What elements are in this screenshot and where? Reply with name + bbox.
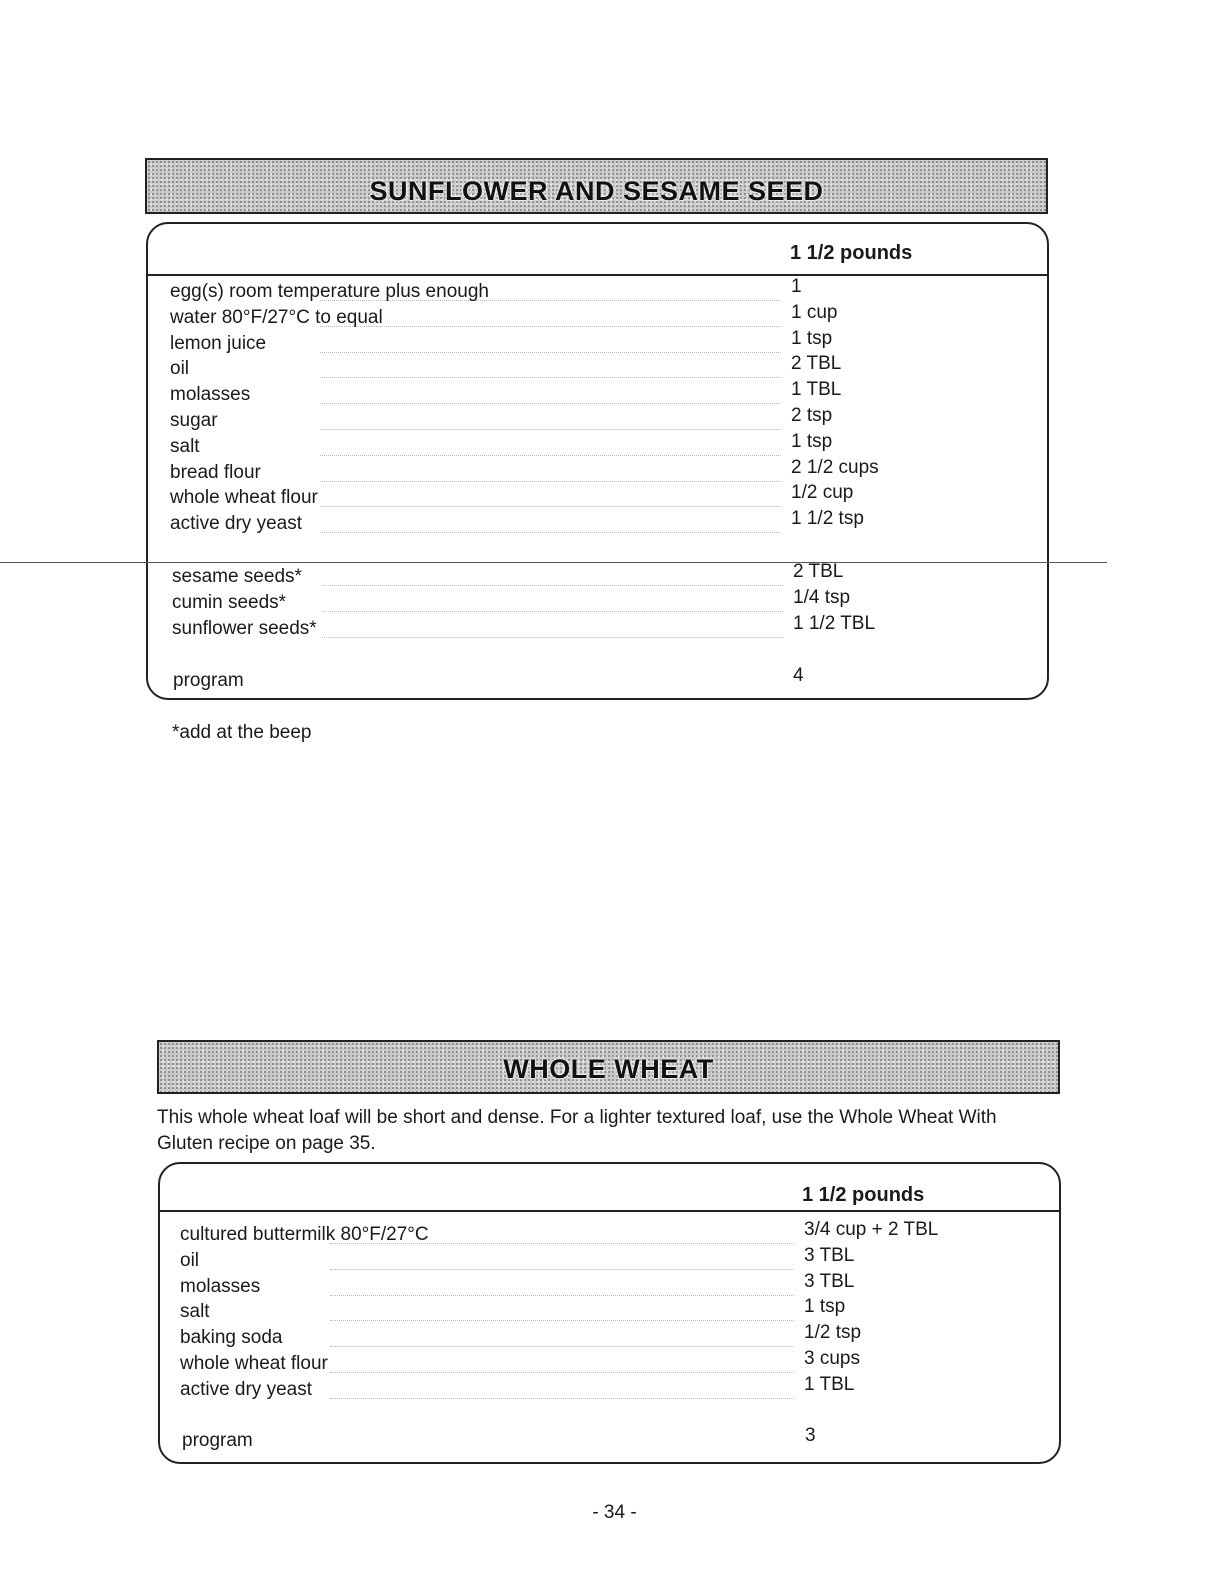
ingredient-name: sunflower seeds* (172, 617, 317, 639)
ingredient-row (148, 430, 1047, 462)
recipe-title-banner (157, 1040, 1060, 1094)
ingredient-row (160, 1348, 1059, 1379)
ingredient-amount: 2 tsp (791, 405, 833, 426)
recipe-title: WHOLE WHEAT (503, 1053, 714, 1084)
recipe-card (146, 222, 1049, 700)
ingredient-row (148, 353, 1047, 384)
recipe-card (158, 1162, 1061, 1464)
recipe-title-banner (145, 158, 1048, 214)
ingredient-name: oil (180, 1249, 200, 1271)
dotted-leader (320, 429, 781, 430)
recipe-card-header (148, 224, 1047, 276)
ingredient-amount: 1 tsp (791, 430, 833, 452)
yield-column-header: 1 1/2 pounds (790, 242, 913, 264)
ingredient-row (160, 1322, 1059, 1353)
ingredient-amount: 2 TBL (793, 561, 844, 582)
ingredient-name: molasses (180, 1275, 261, 1297)
ingredient-row (148, 405, 1047, 436)
ingredient-row (148, 482, 1047, 513)
program-value: 3 (805, 1425, 816, 1446)
dotted-leader (330, 1346, 794, 1347)
ingredient-row (160, 1373, 1059, 1405)
program-row (160, 1425, 1059, 1456)
ingredient-amount: 3 cups (804, 1348, 860, 1369)
ingredient-name: molasses (170, 384, 251, 406)
ingredient-amount: 1/2 cup (791, 482, 854, 504)
ingredient-amount: 1 TBL (804, 1373, 855, 1395)
ingredient-row (148, 612, 1047, 644)
ingredient-name: whole wheat flour (170, 487, 318, 509)
dotted-leader (320, 403, 781, 404)
dotted-leader (330, 1320, 794, 1321)
dotted-leader (320, 506, 781, 507)
dotted-leader (320, 532, 781, 533)
program-label: program (182, 1430, 253, 1451)
ingredient-name: baking soda (180, 1327, 283, 1349)
dotted-leader (322, 611, 783, 612)
dotted-leader (320, 352, 781, 353)
ingredient-amount: 1 TBL (791, 379, 842, 401)
recipe-card-header (160, 1164, 1059, 1212)
recipe-intro-line: Gluten recipe on page 35. (157, 1133, 376, 1154)
ingredient-name: sesame seeds* (172, 566, 302, 587)
ingredient-name: oil (170, 358, 190, 380)
ingredient-amount: 3 TBL (804, 1244, 855, 1266)
ingredient-amount: 1/4 tsp (793, 586, 851, 608)
dotted-leader (322, 637, 783, 638)
dotted-leader (320, 455, 781, 456)
ingredient-row (148, 379, 1047, 410)
dotted-leader (330, 1295, 794, 1296)
ingredient-amount: 1 (791, 276, 802, 297)
ingredient-name: active dry yeast (170, 513, 302, 535)
ingredient-name: egg(s) room temperature plus enough (170, 281, 489, 302)
ingredient-row (148, 327, 1047, 359)
ingredient-row (148, 508, 1047, 539)
ingredient-row (148, 561, 1047, 592)
ingredient-row (160, 1270, 1059, 1302)
recipe-intro (157, 1105, 997, 1157)
footnote: *add at the beep (172, 722, 312, 743)
ingredient-name: active dry yeast (180, 1378, 312, 1400)
ingredient-name: salt (170, 435, 200, 457)
ingredient-amount: 1/2 tsp (804, 1322, 862, 1344)
page-number: - 34 - (592, 1502, 637, 1523)
program-label: program (173, 670, 244, 691)
dotted-leader (320, 481, 781, 482)
ingredient-row (160, 1219, 1059, 1250)
ingredient-row (148, 456, 1047, 488)
yield-column-header: 1 1/2 pounds (802, 1184, 925, 1206)
recipe-intro-line: This whole wheat loaf will be short and dense. For a lighter textured loaf, use the Whole Wheat With (157, 1107, 997, 1128)
dotted-leader (330, 1372, 794, 1373)
ingredient-row (160, 1244, 1059, 1276)
recipe-title: SUNFLOWER AND SESAME SEED (369, 175, 824, 206)
ingredient-name: lemon juice (170, 332, 267, 354)
dotted-leader (322, 585, 783, 586)
ingredient-row (148, 276, 1047, 307)
ingredient-name: salt (180, 1301, 210, 1323)
ingredient-name: whole wheat flour (180, 1353, 328, 1374)
ingredient-row (160, 1296, 1059, 1327)
program-value: 4 (793, 665, 804, 686)
ingredient-row (148, 586, 1047, 618)
ingredient-amount: 1 tsp (804, 1296, 846, 1318)
ingredient-amount: 3/4 cup + 2 TBL (804, 1219, 939, 1240)
program-row (148, 665, 1047, 696)
ingredient-row (148, 301, 1047, 333)
ingredient-name: water 80°F/27°C to equal (170, 306, 383, 328)
ingredient-amount: 1 1/2 tsp (791, 508, 864, 530)
ingredient-name: cumin seeds* (172, 591, 287, 613)
dotted-leader (330, 1269, 794, 1270)
dotted-leader (320, 326, 781, 327)
ingredient-amount: 1 1/2 TBL (793, 612, 876, 634)
ingredient-name: sugar (170, 410, 218, 431)
dotted-leader (320, 377, 781, 378)
ingredient-name: cultured buttermilk 80°F/27°C (180, 1224, 429, 1245)
ingredient-amount: 3 TBL (804, 1270, 855, 1292)
ingredient-amount: 2 1/2 cups (791, 456, 879, 478)
ingredient-amount: 2 TBL (791, 353, 842, 375)
section-divider (0, 562, 1107, 563)
ingredient-amount: 1 cup (791, 301, 838, 323)
dotted-leader (330, 1398, 794, 1399)
ingredient-amount: 1 tsp (791, 327, 833, 349)
ingredient-name: bread flour (170, 461, 261, 483)
